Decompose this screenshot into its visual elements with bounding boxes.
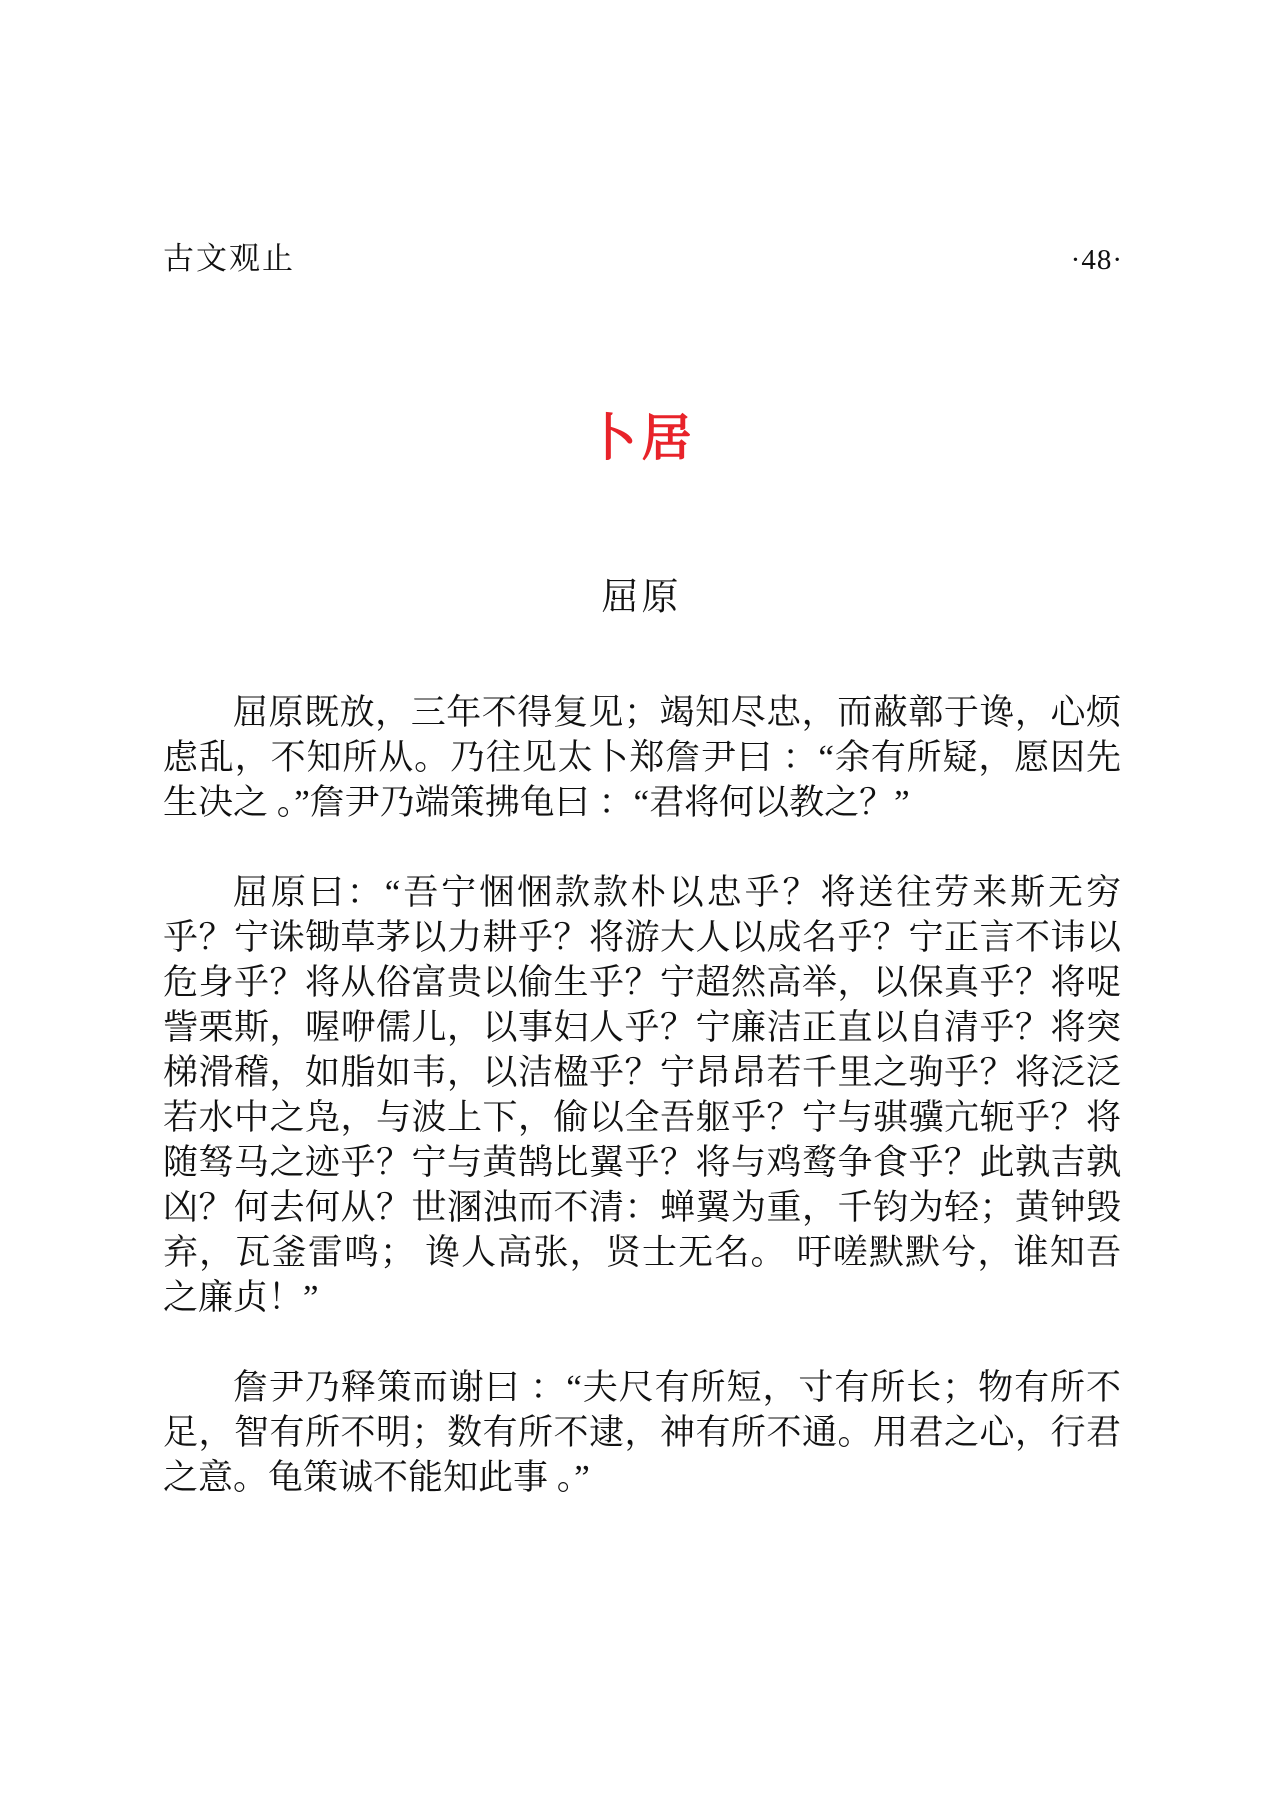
article-title: 卜居 <box>586 410 697 466</box>
paragraph-1: 屈原既放，三年不得复见；竭知尽忠，而蔽鄣于谗，心烦虑乱，不知所从。乃往见太卜郑詹尹曰 ：“余有所疑，愿因先生决之 。”詹尹乃端策拂龟曰 ：“君将何以教之？” <box>163 693 1121 822</box>
article-body <box>163 690 1121 1545</box>
article-author: 屈原 <box>601 577 682 618</box>
paragraph-3: 詹尹乃释策而谢曰 ：“夫尺有所短，寸有所长；物有所不足，智有所不明；数有所不逮，神有所不通。用君之心，行君之意。龟策诚不能知此事 。” <box>163 1368 1121 1497</box>
page-number: ·48· <box>1070 244 1123 276</box>
book-title: 古文观止 <box>163 241 295 276</box>
page-header <box>163 233 1123 278</box>
paragraph-2: 屈原曰：“吾宁悃悃款款朴以忠乎？将送往劳来斯无穷乎？宁诛锄草茅以力耕乎？将游大人以成名乎？宁正言不讳以危身乎？将从俗富贵以偷生乎？宁超然高举，以保真乎？将哫訾栗斯，喔咿儒儿，以事妇人乎？宁廉洁正直以自清乎？将突梯滑稽，如脂如韦，以洁楹乎？宁昂昂若千里之驹乎？将泛泛若水中之凫，与波上下，偷以全吾躯乎？宁与骐骥亢轭乎？将随驽马之迹乎？宁与黄鹄比翼乎？将与鸡鹜争食乎？此孰吉孰凶？何去何从？世溷浊而不清：蝉翼为重，千钧为轻；黄钟毁弃，瓦釜雷鸣； 谗人高张，贤士无名。 吁嗟默默兮，谁知吾之廉贞！” <box>163 873 1121 1317</box>
